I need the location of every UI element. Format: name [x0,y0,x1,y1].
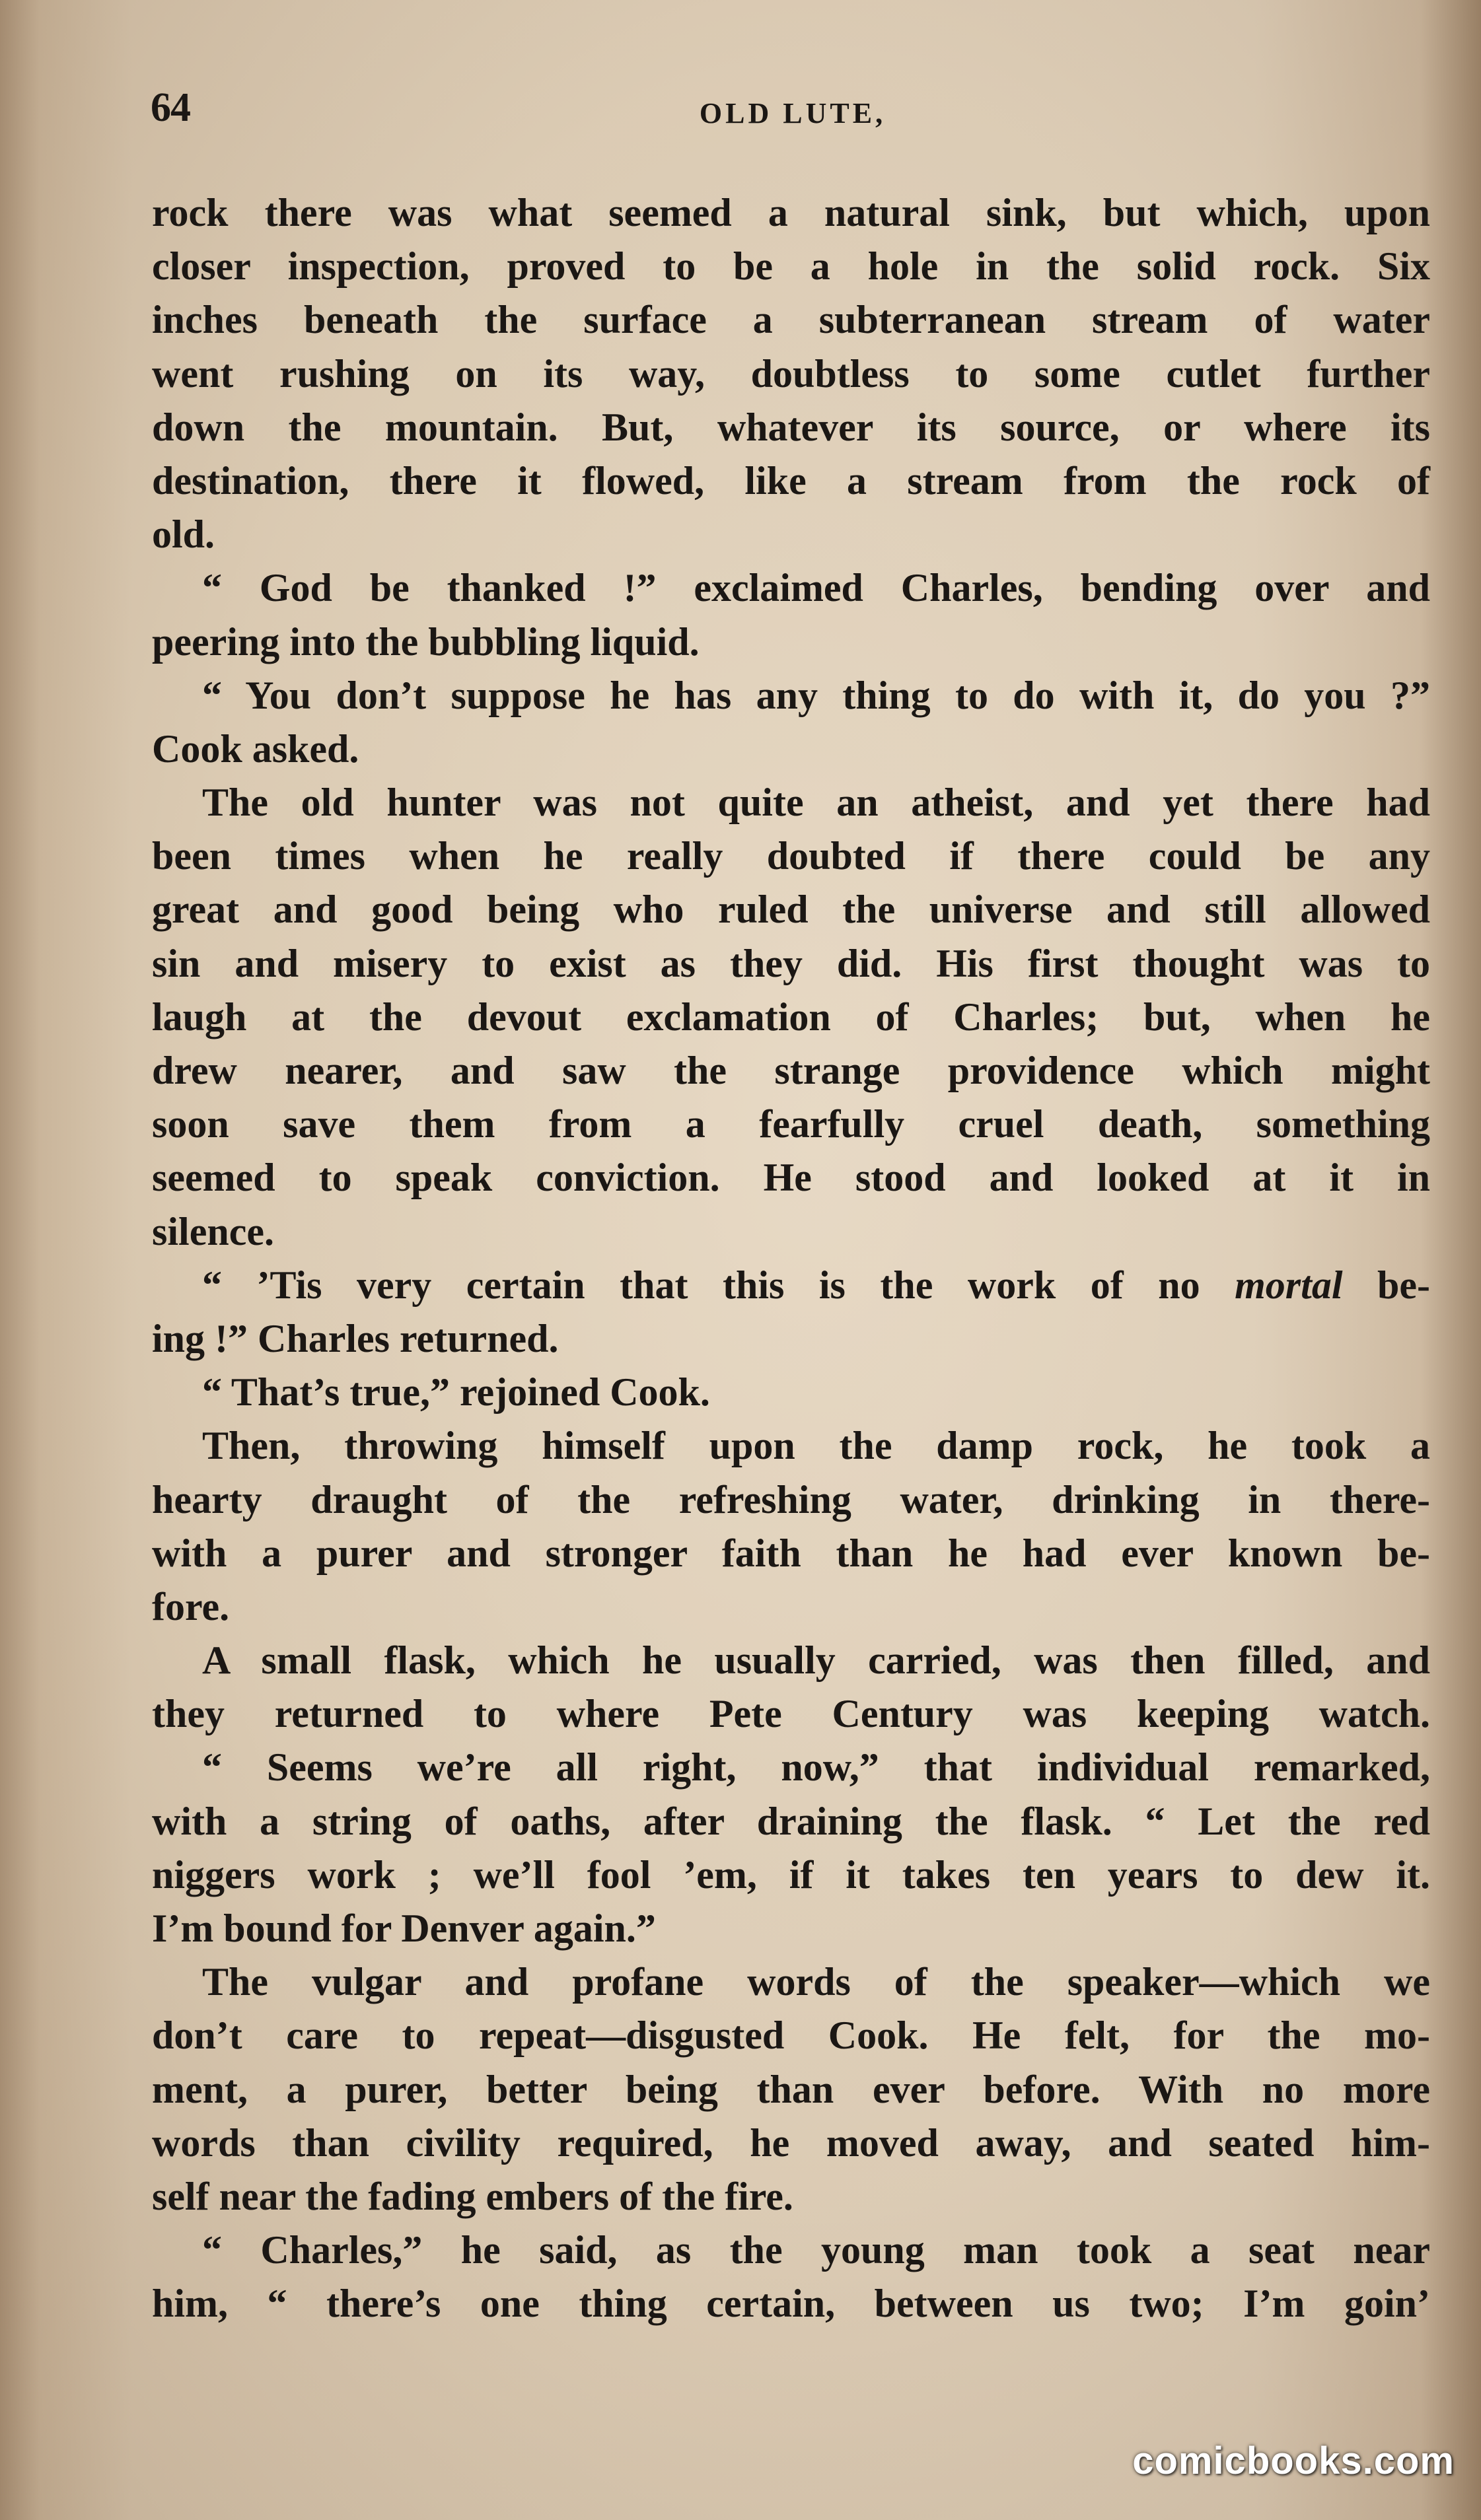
text-line: words than civility required, he moved away, and seated him- [152,2120,1430,2165]
text-line: don’t care to repeat—disgusted Cook. He felt, for the mo- [152,2013,1430,2058]
text-line: Then, throwing himself upon the damp rock, he took a [202,1424,1430,1468]
text-line: ment, a purer, better being than ever before. With no more [152,2067,1430,2111]
page-header [151,78,1435,137]
text-line: rock there was what seemed a natural sink, but which, upon [152,191,1430,234]
text-line: I’m bound for Denver again.” [152,1907,656,1950]
text-line: Cook asked. [152,726,359,771]
text-line: silence. [152,1209,274,1253]
page-number: 64 [151,85,190,130]
text-line: great and good being who ruled the universe and still allowed [152,888,1430,932]
text-line: “ That’s true,” rejoined Cook. [202,1370,710,1415]
text-line: closer inspection, proved to be a hole in the solid rock. Six [152,244,1430,289]
text-line: ing !” Charles returned. [152,1316,559,1360]
text-line: soon save them from a fearfully cruel death, something [152,1102,1430,1146]
text-line-with-italic [152,1259,1430,1312]
text-line: A small flask, which he usually carried, was then filled, and [202,1638,1430,1683]
text-line: “ Seems we’re all right, now,” that individual remarked, [202,1745,1430,1790]
text-line: niggers work ; we’ll fool ’em, if it takes ten years to dew it. [152,1852,1430,1897]
text-line: they returned to where Pete Century was keeping watch. [152,1692,1430,1736]
text-line: seemed to speak conviction. He stood and looked at it in [152,1156,1430,1200]
text-line: “ God be thanked !” exclaimed Charles, bending over and [202,566,1430,610]
watermark: comicbooks.com [1132,2439,1455,2482]
text-line: been times when he really doubted if there could be any [152,834,1430,878]
text-line: him, “ there’s one thing certain, between us two; I’m goin’ [152,2282,1430,2326]
text-line: down the mountain. But, whatever its source, or where its [152,405,1430,449]
text-line: The vulgar and profane words of the speaker—which we [202,1960,1430,2004]
text-line: went rushing on its way, doubtless to some cutlet further [152,351,1430,396]
text-line: drew nearer, and saw the strange providence which might [152,1049,1430,1092]
italic-word: mortal [1235,1263,1343,1307]
text-line: The old hunter was not quite an atheist, and yet there had [202,781,1430,825]
running-head: OLD LUTE, [699,97,886,129]
text-line: hearty draught of the refreshing water, drinking in there- [152,1477,1430,1522]
text-line: “ Charles,” he said, as the young man took a seat near [202,2228,1430,2272]
text-line: self near the fading embers of the fire. [152,2174,793,2218]
text-line: peering into the bubbling liquid. [152,619,700,664]
text-line: inches beneath the surface a subterranean stream of water [152,298,1430,342]
text-line: sin and misery to exist as they did. His first thought was to [152,941,1430,985]
text-segment: “ ’Tis very certain that this is the work of no [202,1263,1235,1307]
text-line: with a purer and stronger faith than he had ever known be- [152,1531,1430,1575]
text-line: fore. [152,1584,230,1628]
text-segment: be- [1342,1263,1430,1307]
text-line: old. [152,512,215,557]
text-line: with a string of oaths, after draining the flask. “ Let the red [152,1799,1430,1843]
body-text [152,186,1430,2331]
text-line: “ You don’t suppose he has any thing to do with it, do you ?” [202,673,1430,717]
text-line: destination, there it flowed, like a stream from the rock of [152,458,1430,503]
text-line: laugh at the devout exclamation of Charles; but, when he [152,995,1430,1039]
